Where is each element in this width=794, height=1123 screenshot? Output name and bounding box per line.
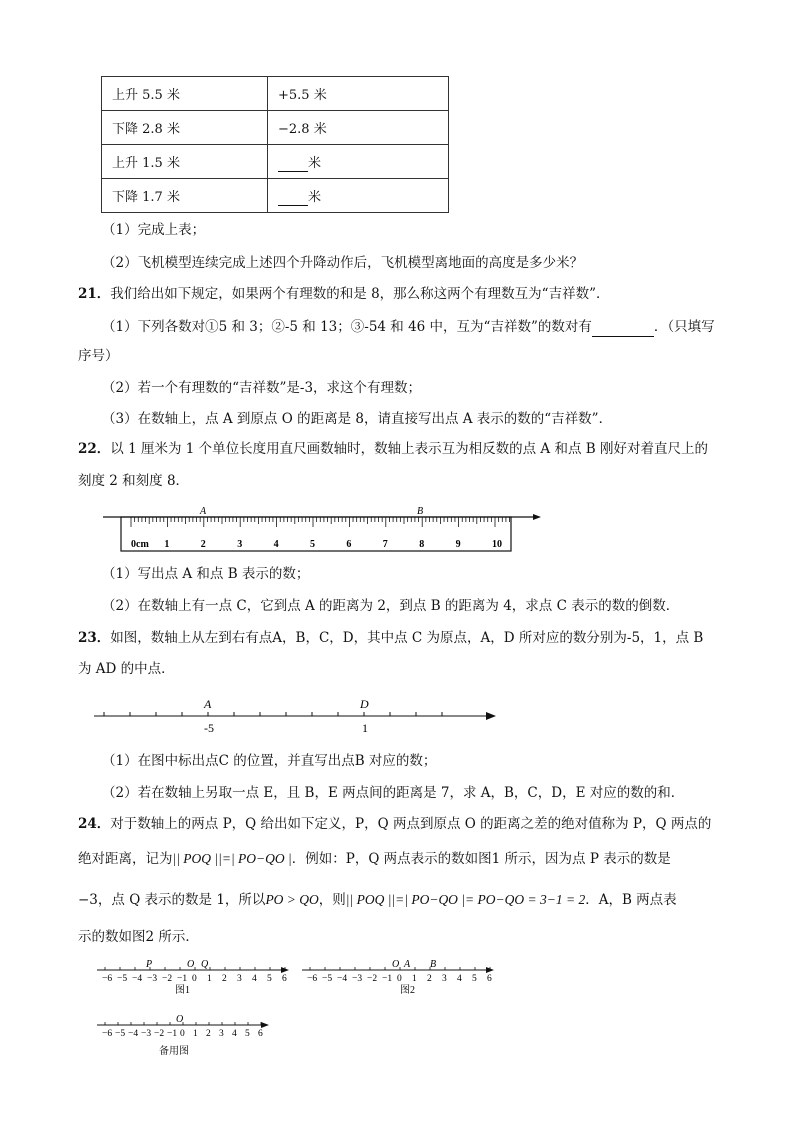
tick-label: −2 (154, 1029, 165, 1039)
question-text: 绝对距离，记为 (78, 851, 173, 867)
tick-label: −3 (352, 974, 363, 984)
tick-label: 1 (193, 1029, 198, 1039)
ruler-number: 9 (455, 539, 461, 550)
point-d-value: 1 (362, 721, 368, 735)
question-number: 21． (78, 286, 111, 302)
figure-1 (95, 955, 295, 995)
q22-stem (78, 440, 708, 458)
ruler-number: 7 (382, 539, 388, 550)
question-text: 对于数轴上的两点 P，Q 给出如下定义，P，Q 两点到原点 O 的距离之差的绝对值称为 P，Q 两点的 (110, 816, 712, 832)
q24-stem (78, 815, 711, 833)
ruler-number: 10 (492, 539, 502, 550)
question-text: 如图，数轴上从左到右有点A，B，C，D，其中点 C 为原点，A，D 所对应的数分别为-5，1，点 B (110, 630, 704, 646)
tick-label: −3 (147, 974, 158, 984)
q21-part3: （3）在数轴上，点 A 到原点 O 的距离是 8，请直接写出点 A 表示的数的“吉祥数”． (102, 411, 613, 427)
tick-label: 3 (219, 1029, 224, 1039)
tick-label: −1 (382, 974, 393, 984)
figure-2 (300, 955, 500, 995)
q21-part1 (102, 318, 715, 337)
table-row (102, 179, 449, 213)
ruler-figure (95, 502, 545, 554)
question-text: ．（只填写 (653, 319, 715, 335)
q24-stem-line4: 示的数如图2 所示． (78, 929, 199, 945)
tick-label: −4 (128, 1029, 139, 1039)
q23-stem (78, 629, 703, 647)
tick-label: −6 (307, 974, 318, 984)
tick-label: −2 (162, 974, 173, 984)
formula: || POQ ||=| PO−QO | (172, 851, 292, 866)
answer-blank (278, 156, 308, 172)
table-cell: 上升 1.5 米 (102, 145, 268, 179)
ruler-number: 1 (164, 539, 170, 550)
point-a-label: A (204, 697, 212, 711)
q20-part2: （2）飞机模型连续完成上述四个升降动作后，飞机模型离地面的高度是多少米？ (102, 255, 584, 271)
q23-stem-cont: 为 AD 的中点． (78, 661, 175, 677)
point-q-label: Q (201, 959, 209, 970)
table-row (102, 111, 449, 145)
unit-label: 米 (308, 155, 322, 171)
q22-part1: （1）写出点 A 和点 B 表示的数； (102, 566, 310, 582)
tick-label: 5 (267, 974, 272, 984)
tick-label: −6 (102, 1029, 113, 1039)
question-text: ，则 (318, 892, 346, 908)
ruler-numbers (164, 539, 502, 550)
ruler-body (121, 517, 511, 551)
q21-part2: （2）若一个有理数的“吉祥数”是-3，求这个有理数； (102, 380, 422, 396)
ruler-number: 6 (346, 539, 352, 550)
figure-spare (95, 1010, 295, 1058)
tick-label: −5 (322, 974, 333, 984)
table-cell (268, 179, 449, 213)
point-a-label: A (404, 959, 411, 970)
number-line-figure (90, 693, 500, 737)
answer-blank (592, 318, 654, 337)
tick-label: 3 (237, 974, 242, 984)
question-text: 以 1 厘米为 1 个单位长度用直尺画数轴时，数轴上表示互为相反数的点 A 和点 B 刚好对着直尺上的 (110, 441, 708, 457)
tick-label: −1 (177, 974, 188, 984)
tick-label: −6 (102, 974, 113, 984)
point-o-label: O (187, 959, 195, 970)
figure-caption: 备用图 (159, 1046, 189, 1057)
table-cell: +5.5 米 (268, 77, 449, 111)
table-cell: 下降 2.8 米 (102, 111, 268, 145)
arrow-icon (533, 514, 541, 520)
arrow-icon (486, 712, 496, 720)
point-b-label: B (430, 959, 437, 970)
figure-caption: 图1 (175, 985, 190, 995)
question-text: 我们给出如下规定，如果两个有理数的和是 8，那么称这两个有理数互为“吉祥数”． (110, 286, 610, 302)
unit-label: 米 (308, 189, 322, 205)
table-cell: −2.8 米 (268, 111, 449, 145)
tick-label: 4 (457, 974, 462, 984)
q20-part1: （1）完成上表； (102, 222, 206, 238)
question-text: ．A，B 两点表 (585, 892, 677, 908)
q23-part2: （2）若在数轴上另取一点 E，且 B，E 两点间的距离是 7，求 A，B，C，D，E 对应的数的和． (102, 785, 685, 801)
ruler-number: 8 (419, 539, 425, 550)
question-text: −3，点 Q 表示的数是 1，所以 (78, 892, 266, 908)
table-cell (268, 145, 449, 179)
formula: || POQ ||=| PO−QO |= PO−QO = 3−1 = 2 (345, 892, 586, 907)
ruler-ticks (131, 517, 510, 527)
table-row (102, 145, 449, 179)
tick-label: 0 (192, 974, 197, 984)
point-p-label: P (146, 959, 153, 970)
tick-label: 2 (427, 974, 432, 984)
altitude-table (101, 76, 449, 213)
point-o-label: O (176, 1014, 184, 1025)
tick-label: −4 (132, 974, 143, 984)
point-o-label: O (392, 959, 400, 970)
table-cell: 下降 1.7 米 (102, 179, 268, 213)
tick-label: 0 (180, 1029, 185, 1039)
ruler-number: 4 (273, 539, 279, 550)
axis-ticks (104, 712, 442, 716)
ruler-number: 2 (200, 539, 206, 550)
ruler-number: 3 (237, 539, 243, 550)
tick-label: 5 (245, 1029, 250, 1039)
question-number: 22． (78, 441, 111, 457)
figure-caption: 图2 (400, 985, 415, 995)
q24-stem-line2 (78, 850, 671, 868)
tick-label: 2 (206, 1029, 211, 1039)
tick-label: −2 (367, 974, 378, 984)
question-text: ．例如：P，Q 两点表示的数如图1 所示，因为点 P 表示的数是 (291, 851, 671, 867)
tick-label: 5 (472, 974, 477, 984)
q23-part1: （1）在图中标出点C 的位置，并直写出点B 对应的数； (102, 753, 437, 769)
tick-label: 2 (222, 974, 227, 984)
table-cell: 上升 5.5 米 (102, 77, 268, 111)
point-b-label: B (417, 506, 424, 517)
tick-label: −3 (141, 1029, 152, 1039)
arrow-icon (261, 1022, 269, 1028)
q22-part2: （2）在数轴上有一点 C，它到点 A 的距离为 2，到点 B 的距离为 4，求点 C 表示的数的倒数． (102, 598, 680, 614)
point-d-label: D (360, 697, 369, 711)
tick-label: −4 (337, 974, 348, 984)
tick-label: 1 (207, 974, 212, 984)
ruler-unit-label: 0cm (131, 539, 149, 550)
tick-label: −5 (117, 974, 128, 984)
tick-label: 6 (487, 974, 492, 984)
tick-label: −5 (115, 1029, 126, 1039)
q21-stem (78, 285, 609, 303)
tick-label: 4 (252, 974, 257, 984)
tick-label: 3 (442, 974, 447, 984)
q22-stem-cont: 刻度 2 和刻度 8． (78, 473, 190, 489)
q24-stem-line3 (78, 891, 677, 909)
tick-label: 6 (258, 1029, 263, 1039)
tick-label: 1 (412, 974, 417, 984)
tick-label: 4 (232, 1029, 237, 1039)
tick-label: −1 (167, 1029, 178, 1039)
question-text: （1）下列各数对①5 和 3；②-5 和 13；③-54 和 46 中，互为“吉祥数”的数对有 (102, 319, 592, 335)
tick-label: 0 (397, 974, 402, 984)
q21-part1-cont: 序号） (78, 348, 119, 364)
question-number: 23． (78, 630, 111, 646)
table-row (102, 77, 449, 111)
tick-label: 6 (282, 974, 287, 984)
point-a-value: -5 (204, 721, 214, 735)
answer-blank (278, 190, 308, 206)
question-number: 24． (78, 816, 111, 832)
point-a-label: A (200, 506, 207, 517)
formula: PO > QO (265, 892, 319, 907)
ruler-number: 5 (310, 539, 315, 550)
